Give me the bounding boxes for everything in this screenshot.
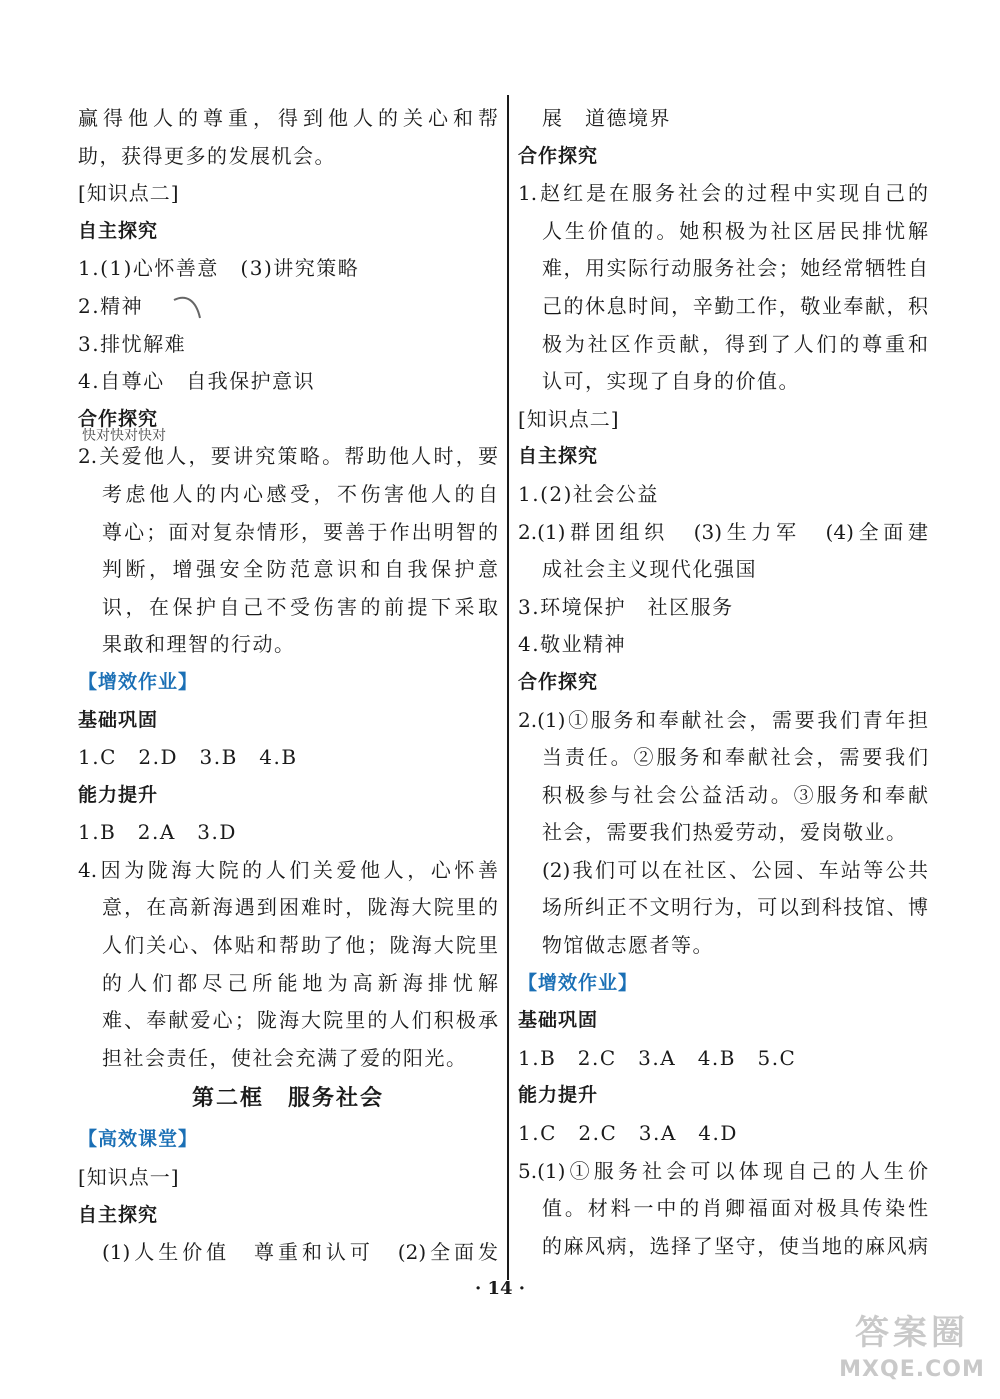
right-text-line: 的麻风病，选择了坚守，使当地的麻风病 [542,1233,928,1258]
left-text-line: 2.关爱他人，要讲究策略。帮助他人时，要 [78,444,498,469]
left-section-tag: 【增效作业】 [78,670,199,693]
left-text-line: 3.排忧解难 [78,331,187,356]
right-knowledge-point: [知识点二] [518,406,620,431]
left-text-line: 果敢和理智的行动。 [102,632,296,657]
right-text-line: 1.B 2.C 3.A 4.B 5.C [518,1045,797,1070]
right-text-line: 3.环境保护 社区服务 [518,594,734,619]
right-section-heading: 基础巩固 [518,1009,599,1032]
left-text-line: 难、奉献爱心；陇海大院里的人们积极承 [102,1008,498,1033]
right-text-line: 难，用实际行动服务社会；她经常牺牲自 [542,256,928,281]
left-knowledge-point: [知识点二] [78,181,180,206]
watermark [832,1305,992,1391]
right-text-line: 场所纠正不文明行为，可以到科技馆、博 [542,895,928,920]
pen-stroke-mark [170,290,210,330]
left-section-heading: 自主探究 [78,1203,159,1226]
right-section-heading: 合作探究 [518,670,599,693]
right-text-line: 当责任。②服务和奉献社会，需要我们 [542,745,928,770]
right-text-line: 认可，实现了自身的价值。 [542,369,800,394]
right-text-line: 成社会主义现代化强国 [542,557,757,582]
right-text-line: 己的休息时间，辛勤工作，敬业奉献，积 [542,293,928,318]
left-text-line: 4.因为陇海大院的人们关爱他人，心怀善 [78,857,498,882]
right-text-line: 4.敬业精神 [518,632,627,657]
page-number: · 14 · [474,1278,526,1299]
left-text-line: 4.自尊心 自我保护意识 [78,369,316,394]
handwritten-note: 快对快对快对 [82,428,166,444]
right-text-line: 人生价值的。她积极为社区居民排忧解 [542,218,928,243]
column-divider [507,95,509,1280]
left-section-heading: 自主探究 [78,219,159,242]
lesson-title: 第二框 服务社会 [191,1086,384,1112]
right-text-line: 1.C 2.C 3.A 4.D [518,1121,738,1146]
right-text-line: (2)我们可以在社区、公园、车站等公共 [542,857,928,882]
right-text-line: 值。材料一中的肖卿福面对极具传染性 [542,1196,928,1221]
right-text-line: 2.(1)群团组织 (3)生力军 (4)全面建 [518,519,928,544]
right-column [518,100,928,1265]
right-section-tag: 【增效作业】 [518,971,639,994]
left-section-heading: 能力提升 [78,783,159,806]
left-text-line: 担社会责任，使社会充满了爱的阳光。 [102,1045,468,1070]
right-section-heading: 自主探究 [518,445,599,468]
left-text-line: 考虑他人的内心感受，不伤害他人的自 [102,481,498,506]
left-text-line: 赢得他人的尊重，得到他人的关心和帮 [78,106,498,130]
right-text-line: 1.赵红是在服务社会的过程中实现自己的 [518,181,928,206]
left-text-line: 2.精神 [78,293,144,318]
left-knowledge-point: [知识点一] [78,1165,180,1190]
left-section-tag: 【高效课堂】 [78,1128,199,1151]
right-section-heading: 能力提升 [518,1084,599,1107]
right-text-line: 积极参与社会公益活动。③服务和奉献 [542,782,928,807]
left-text-line: 1.B 2.A 3.D [78,820,237,845]
right-text-line: 展 道德境界 [542,106,671,130]
left-text-line: 1.C 2.D 3.B 4.B [78,745,298,770]
right-text-line: 5.(1)①服务社会可以体现自己的人生价 [518,1158,928,1183]
left-text-line: 人们关心、体贴和帮助了他；陇海大院里 [102,933,498,958]
left-text-line: (1)人生价值 尊重和认可 (2)全面发 [102,1240,498,1265]
left-section-heading: 合作探究 [78,407,159,430]
right-text-line: 物馆做志愿者等。 [542,933,714,958]
right-text-line: 2.(1)①服务和奉献社会，需要我们青年担 [518,707,928,732]
watermark-url: MXQE.COM [839,1357,985,1382]
right-section-heading: 合作探究 [518,144,599,167]
left-column [78,100,498,1272]
right-text-line: 社会，需要我们热爱劳动，爱岗敬业。 [542,820,908,845]
left-text-line: 助，获得更多的发展机会。 [78,143,336,168]
left-text-line: 1.(1)心怀善意 (3)讲究策略 [78,256,360,281]
watermark-logo: 答案圈 [855,1313,969,1353]
right-text-line: 极为社区作贡献，得到了人们的尊重和 [542,331,928,356]
left-text-line: 的人们都尽己所能地为高新海排忧解 [102,970,498,995]
left-text-line: 意，在高新海遇到困难时，陇海大院里的 [102,895,498,920]
left-text-line: 识，在保护自己不受伤害的前提下采取 [102,594,498,619]
right-text-line: 1.(2)社会公益 [518,481,659,506]
left-section-heading: 基础巩固 [78,708,159,731]
left-text-line: 判断，增强安全防范意识和自我保护意 [102,557,498,582]
left-text-line: 尊心；面对复杂情形，要善于作出明智的 [102,519,498,544]
